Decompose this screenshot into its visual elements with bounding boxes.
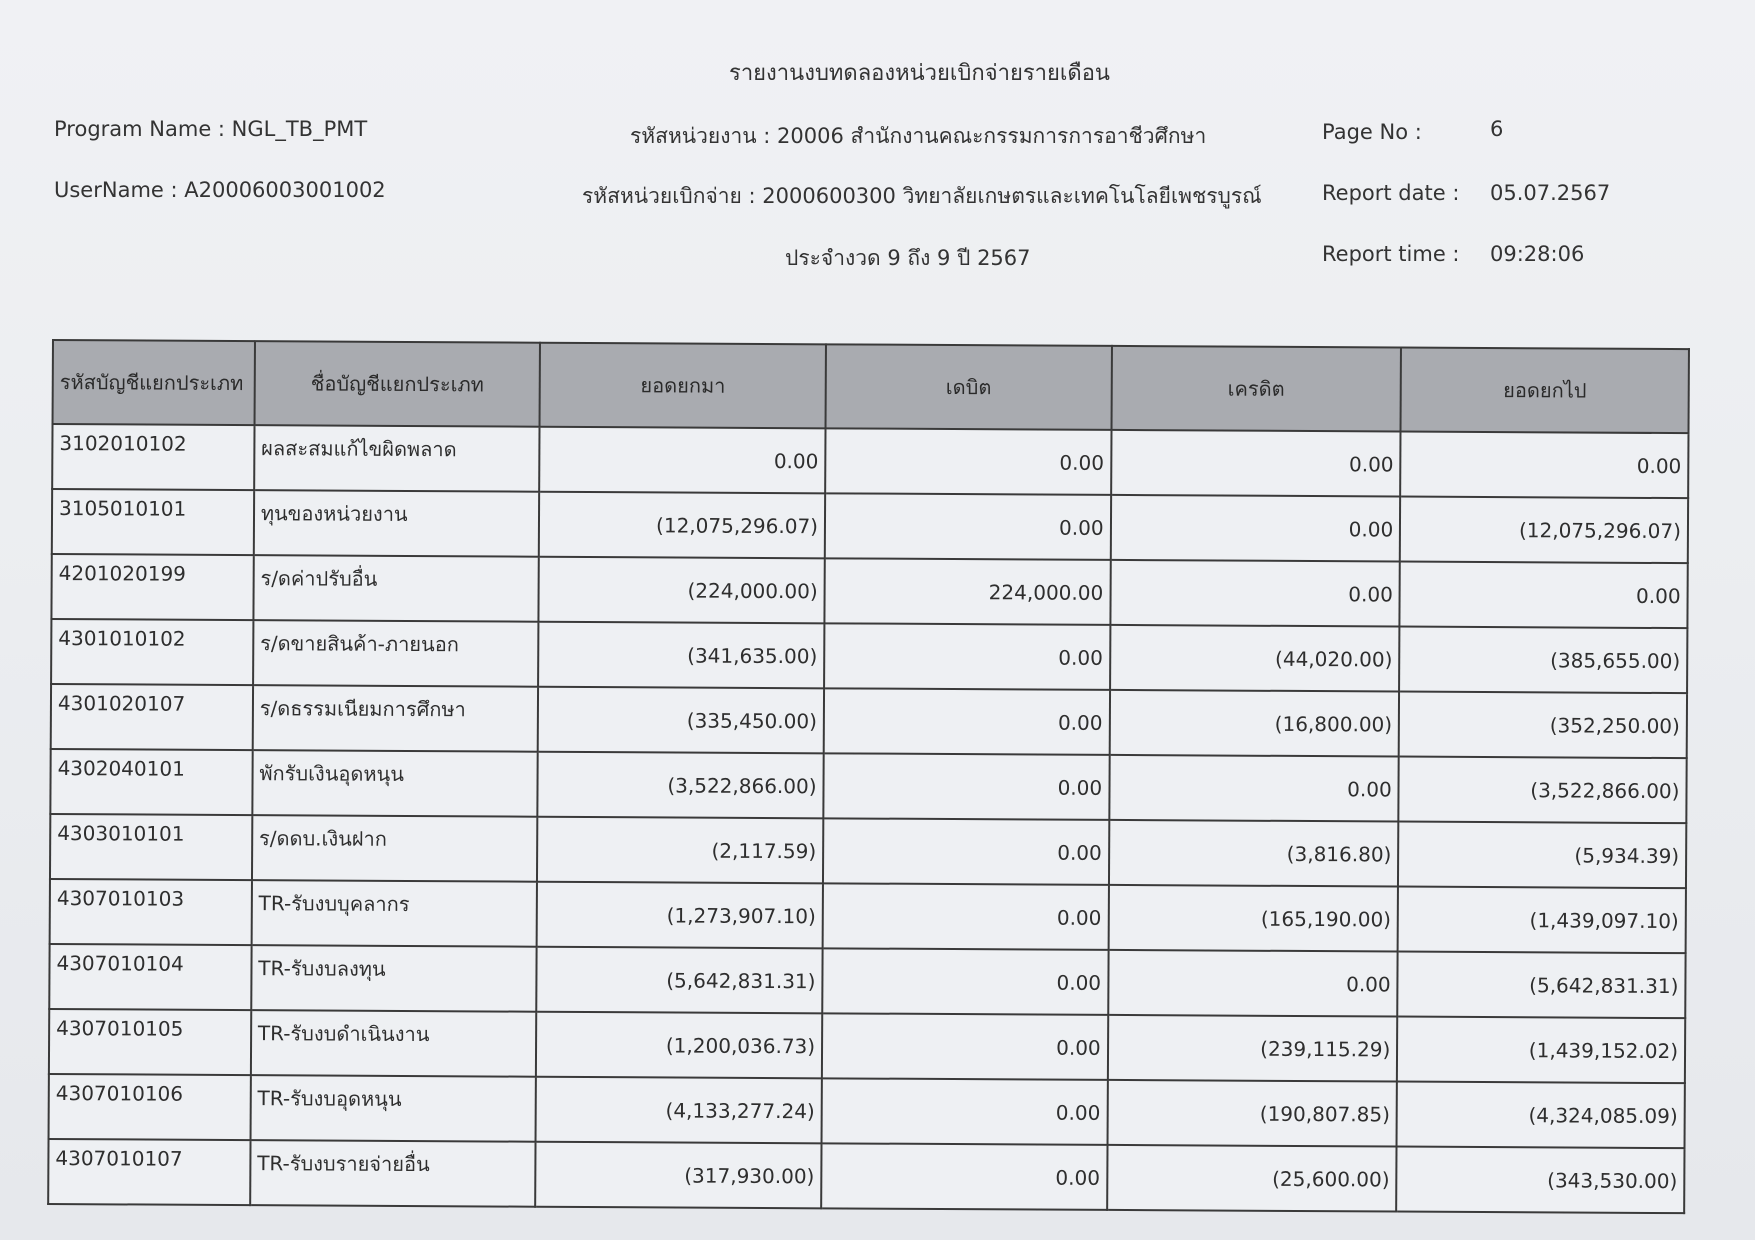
header-account-code: รหัสบัญชีแยกประเภท	[53, 340, 255, 425]
account-code-cell: 4201020199	[51, 554, 253, 620]
account-name-cell: TR-รับงบบุคลากร	[251, 880, 537, 947]
debit-cell: 0.00	[825, 428, 1111, 495]
debit-cell: 0.00	[824, 688, 1110, 755]
table-row	[51, 684, 1687, 758]
header-account-name: ชื่อบัญชีแยกประเภท	[254, 341, 540, 427]
debit-cell: 0.00	[823, 883, 1109, 950]
account-name-cell: ผลสะสมแก้ไขผิดพลาด	[254, 425, 540, 492]
credit-cell: (44,020.00)	[1110, 625, 1400, 692]
carried-forward-cell: (5,642,831.31)	[1397, 952, 1685, 1019]
account-name-cell: ทุนของหน่วยงาน	[254, 490, 540, 557]
report-time-value: 09:28:06	[1490, 242, 1585, 266]
table-row	[49, 1074, 1685, 1148]
table-row	[52, 424, 1688, 498]
brought-forward-cell: (341,635.00)	[538, 622, 824, 689]
brought-forward-cell: 0.00	[540, 427, 826, 494]
brought-forward-cell: (317,930.00)	[536, 1142, 822, 1209]
credit-cell: 0.00	[1108, 950, 1398, 1017]
brought-forward-cell: (1,200,036.73)	[536, 1012, 822, 1079]
account-code-cell: 4301020107	[51, 684, 253, 750]
carried-forward-cell: (352,250.00)	[1399, 692, 1687, 759]
account-code-cell: 4303010101	[50, 814, 252, 880]
account-name-cell: ร/ดขายสินค้า-ภายนอก	[253, 620, 539, 687]
brought-forward-cell: (2,117.59)	[537, 817, 823, 884]
brought-forward-cell: (4,133,277.24)	[536, 1077, 822, 1144]
account-code-cell: 4302040101	[50, 749, 252, 815]
debit-cell: 0.00	[822, 948, 1108, 1015]
page-no-value: 6	[1490, 117, 1504, 141]
carried-forward-cell: (4,324,085.09)	[1397, 1082, 1685, 1149]
disbursement-unit-line: รหัสหน่วยเบิกจ่าย : 2000600300 วิทยาลัยเกษตรและเทคโนโลยีเพชรบูรณ์	[582, 184, 1262, 208]
header-carried-forward: ยอดยกไป	[1401, 348, 1689, 434]
account-name-cell: ร/ดดบ.เงินฝาก	[252, 815, 538, 882]
table-header-row	[53, 340, 1689, 433]
account-name-cell: TR-รับงบอุดหนุน	[250, 1075, 536, 1142]
account-name-cell: TR-รับงบรายจ่ายอื่น	[250, 1140, 536, 1207]
brought-forward-cell: (224,000.00)	[539, 557, 825, 624]
brought-forward-cell: (3,522,866.00)	[538, 752, 824, 819]
carried-forward-cell: 0.00	[1400, 562, 1688, 629]
debit-cell: 0.00	[825, 493, 1111, 560]
account-code-cell: 4307010105	[49, 1009, 251, 1075]
credit-cell: 0.00	[1110, 495, 1400, 562]
table-row	[51, 554, 1687, 628]
carried-forward-cell: (3,522,866.00)	[1399, 757, 1687, 824]
agency-line: รหัสหน่วยงาน : 20006 สำนักงานคณะกรรมการการอาชีวศึกษา	[630, 124, 1207, 148]
report-title: รายงานงบทดลองหน่วยเบิกจ่ายรายเดือน	[729, 61, 1110, 86]
table-row	[50, 814, 1686, 888]
brought-forward-cell: (335,450.00)	[538, 687, 824, 754]
credit-cell: (3,816.80)	[1109, 820, 1399, 887]
trial-balance-table	[47, 339, 1690, 1214]
account-name-cell: ร/ดธรรมเนียมการศึกษา	[253, 685, 539, 752]
brought-forward-cell: (1,273,907.10)	[537, 882, 823, 949]
program-name: Program Name : NGL_TB_PMT	[54, 117, 368, 141]
table-row	[48, 1139, 1684, 1213]
header-debit: เดบิต	[826, 344, 1112, 430]
debit-cell: 0.00	[823, 753, 1109, 820]
account-code-cell: 4307010103	[50, 879, 252, 945]
account-code-cell: 3105010101	[52, 489, 254, 555]
account-code-cell: 4307010104	[49, 944, 251, 1010]
report-date-value: 05.07.2567	[1490, 181, 1611, 205]
account-code-cell: 4301010102	[51, 619, 253, 685]
credit-cell: (16,800.00)	[1109, 690, 1399, 757]
report-time-label: Report time :	[1322, 242, 1460, 266]
header-brought-forward: ยอดยกมา	[540, 343, 826, 429]
credit-cell: 0.00	[1111, 430, 1401, 497]
credit-cell: 0.00	[1110, 560, 1400, 627]
carried-forward-cell: (385,655.00)	[1399, 627, 1687, 694]
debit-cell: 0.00	[823, 818, 1109, 885]
account-code-cell: 4307010107	[48, 1139, 250, 1205]
credit-cell: (165,190.00)	[1108, 885, 1398, 952]
carried-forward-cell: (1,439,152.02)	[1397, 1017, 1685, 1084]
credit-cell: 0.00	[1109, 755, 1399, 822]
debit-cell: 0.00	[822, 1078, 1108, 1145]
account-code-cell: 3102010102	[52, 424, 254, 490]
credit-cell: (25,600.00)	[1107, 1145, 1397, 1212]
table-row	[50, 749, 1686, 823]
user-name: UserName : A20006003001002	[54, 178, 386, 202]
table-row	[49, 1009, 1685, 1083]
carried-forward-cell: (1,439,097.10)	[1398, 887, 1686, 954]
table-row	[49, 944, 1685, 1018]
account-name-cell: TR-รับงบดำเนินงาน	[251, 1010, 537, 1077]
debit-cell: 0.00	[821, 1143, 1107, 1210]
brought-forward-cell: (5,642,831.31)	[537, 947, 823, 1014]
account-name-cell: พักรับเงินอุดหนุน	[252, 750, 538, 817]
brought-forward-cell: (12,075,296.07)	[539, 492, 825, 559]
table-row	[52, 489, 1688, 563]
credit-cell: (190,807.85)	[1107, 1080, 1397, 1147]
carried-forward-cell: (12,075,296.07)	[1400, 497, 1688, 564]
report-period: ประจำงวด 9 ถึง 9 ปี 2567	[785, 246, 1031, 270]
debit-cell: 224,000.00	[824, 558, 1110, 625]
account-name-cell: ร/ดค่าปรับอื่น	[253, 555, 539, 622]
account-name-cell: TR-รับงบลงทุน	[251, 945, 537, 1012]
carried-forward-cell: (343,530.00)	[1396, 1147, 1684, 1214]
table-row	[51, 619, 1687, 693]
account-code-cell: 4307010106	[49, 1074, 251, 1140]
table-row	[50, 879, 1686, 953]
header-credit: เครดิต	[1111, 346, 1401, 432]
debit-cell: 0.00	[822, 1013, 1108, 1080]
carried-forward-cell: 0.00	[1400, 432, 1688, 499]
page-no-label: Page No :	[1322, 120, 1422, 144]
debit-cell: 0.00	[824, 623, 1110, 690]
report-date-label: Report date :	[1322, 181, 1460, 205]
carried-forward-cell: (5,934.39)	[1398, 822, 1686, 889]
credit-cell: (239,115.29)	[1108, 1015, 1398, 1082]
